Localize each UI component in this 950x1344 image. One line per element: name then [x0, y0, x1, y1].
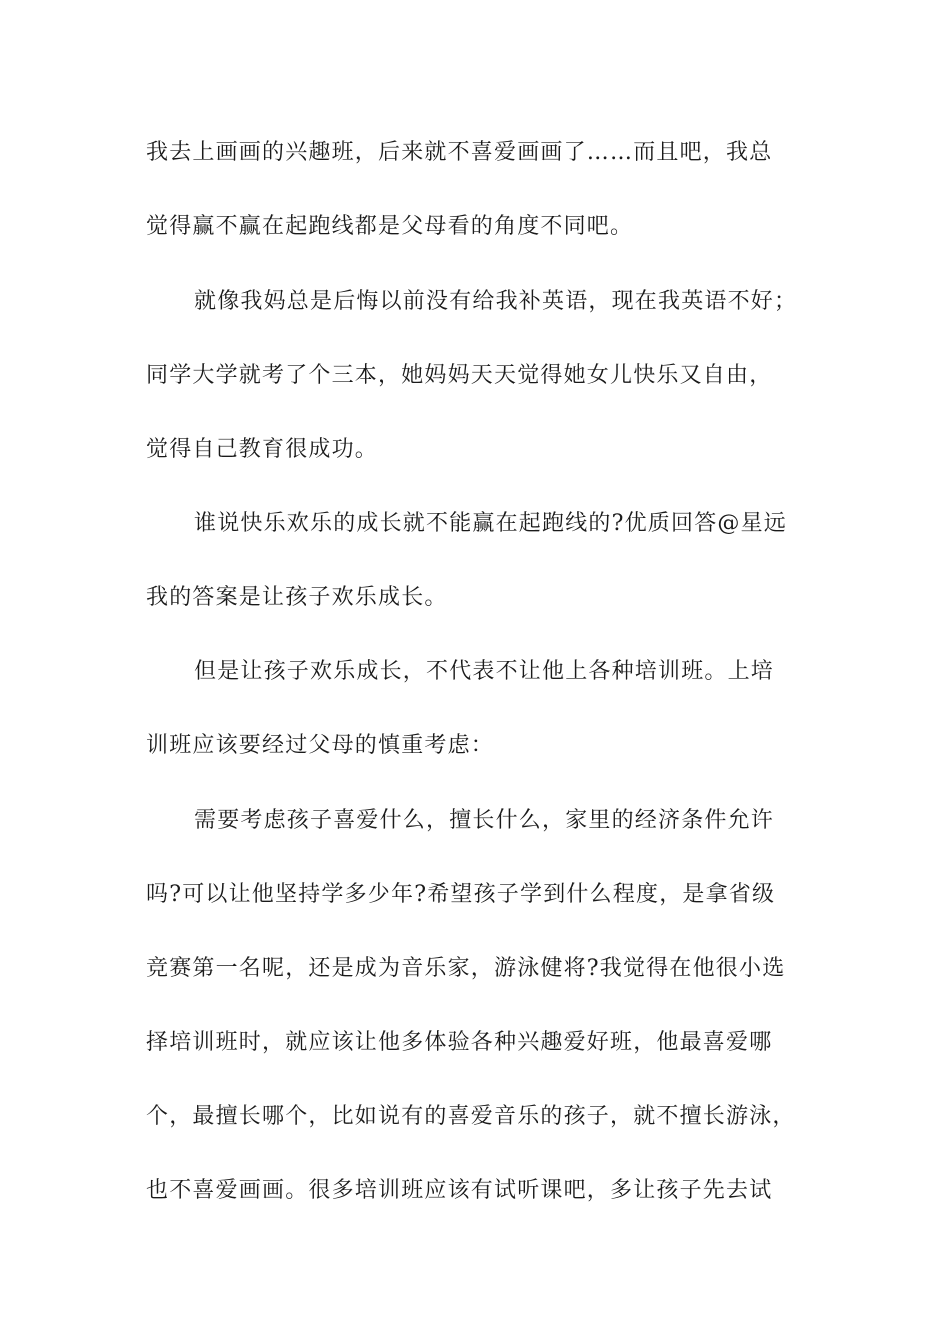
- paragraph-first-line: 谁说快乐欢乐的成长就不能赢在起跑线的?优质回答@星远: [194, 511, 787, 536]
- body-line: 觉得自己教育很成功。: [146, 437, 379, 462]
- body-line: 我去上画画的兴趣班，后来就不喜爱画画了……而且吧，我总: [146, 140, 773, 165]
- body-line: 竞赛第一名呢，还是成为音乐家，游泳健将?我觉得在他很小选: [146, 956, 786, 981]
- body-line: 个，最擅长哪个，比如说有的喜爱音乐的孩子，就不擅长游泳，: [146, 1104, 796, 1129]
- body-line: 训班应该要经过父母的慎重考虑：: [146, 733, 495, 758]
- body-line: 觉得赢不赢在起跑线都是父母看的角度不同吧。: [146, 214, 634, 239]
- body-line: 我的答案是让孩子欢乐成长。: [146, 585, 448, 610]
- paragraph-first-line: 但是让孩子欢乐成长，不代表不让他上各种培训班。上培: [194, 659, 775, 684]
- paragraph-first-line: 就像我妈总是后悔以前没有给我补英语，现在我英语不好；: [194, 289, 798, 314]
- body-line: 同学大学就考了个三本，她妈妈天天觉得她女儿快乐又自由，: [146, 363, 773, 388]
- body-line: 吗?可以让他坚持学多少年?希望孩子学到什么程度，是拿省级: [146, 882, 776, 907]
- body-line: 择培训班时，就应该让他多体验各种兴趣爱好班，他最喜爱哪: [146, 1030, 773, 1055]
- body-line: 也不喜爱画画。很多培训班应该有试听课吧，多让孩子先去试: [146, 1178, 773, 1203]
- paragraph-first-line: 需要考虑孩子喜爱什么，擅长什么，家里的经济条件允许: [194, 808, 775, 833]
